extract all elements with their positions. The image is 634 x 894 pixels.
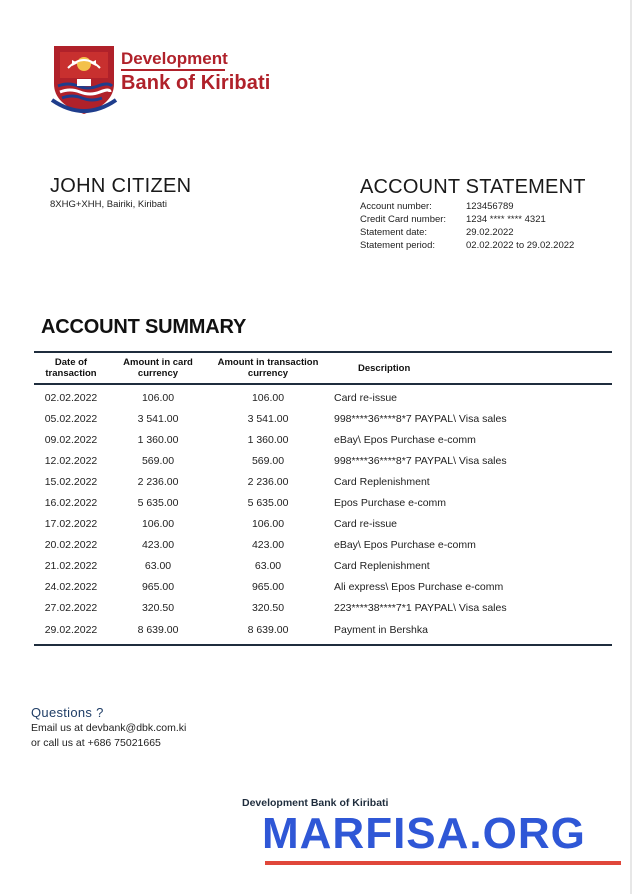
table-row <box>34 492 612 513</box>
cell-card-amount: 5 635.00 <box>137 497 179 510</box>
table-row <box>34 556 612 577</box>
cell-description: Payment in Bershka <box>334 623 428 636</box>
field-label: Credit Card number: <box>360 214 447 225</box>
table-row <box>34 450 612 471</box>
field-label: Statement date: <box>360 227 428 238</box>
table-row <box>34 408 612 429</box>
cell-transaction-amount: 423.00 <box>251 539 285 552</box>
cell-description: 223****38****7*1 PAYPAL\ Visa sales <box>334 602 507 615</box>
questions-heading: Questions ? <box>31 705 104 720</box>
watermark-underline <box>265 861 621 865</box>
cell-date: 12.02.2022 <box>44 454 98 467</box>
statement-field <box>360 239 574 252</box>
cell-transaction-amount: 5 635.00 <box>247 497 289 510</box>
table-row <box>34 598 612 619</box>
column-header-date: Date of transaction <box>45 357 97 379</box>
field-value: 29.02.2022 <box>466 227 514 238</box>
cell-card-amount: 106.00 <box>141 391 175 404</box>
bank-logo-emblem <box>50 42 118 118</box>
cell-date: 05.02.2022 <box>44 412 98 425</box>
cell-date: 17.02.2022 <box>44 518 98 531</box>
statement-field <box>360 226 574 239</box>
cell-description: Ali express\ Epos Purchase e-comm <box>334 581 504 594</box>
cell-transaction-amount: 569.00 <box>251 454 285 467</box>
cell-card-amount: 423.00 <box>141 539 175 552</box>
cell-description: Card re-issue <box>334 518 398 531</box>
statement-field <box>360 200 574 213</box>
cell-transaction-amount: 1 360.00 <box>247 433 289 446</box>
bank-name <box>121 50 270 93</box>
field-label: Statement period: <box>360 240 435 251</box>
cell-card-amount: 569.00 <box>141 454 175 467</box>
table-header <box>34 353 612 385</box>
table-body <box>34 385 612 644</box>
field-value: 02.02.2022 to 29.02.2022 <box>466 240 575 251</box>
cell-date: 29.02.2022 <box>44 623 98 636</box>
cell-card-amount: 965.00 <box>141 581 175 594</box>
cell-date: 21.02.2022 <box>44 560 98 573</box>
customer-name: JOHN CITIZEN <box>50 175 192 197</box>
transactions-table <box>34 351 612 646</box>
column-header-description: Description <box>358 362 411 374</box>
table-row <box>34 429 612 450</box>
cell-transaction-amount: 320.50 <box>251 602 285 615</box>
cell-transaction-amount: 106.00 <box>251 518 285 531</box>
cell-transaction-amount: 3 541.00 <box>247 412 289 425</box>
column-header-transaction-amount: Amount in transaction currency <box>217 357 319 379</box>
cell-description: Card re-issue <box>334 391 398 404</box>
cell-description: eBay\ Epos Purchase e-comm <box>334 433 476 446</box>
summary-title: ACCOUNT SUMMARY <box>41 316 247 338</box>
cell-date: 15.02.2022 <box>44 475 98 488</box>
statement-title: ACCOUNT STATEMENT <box>360 176 586 198</box>
cell-description: 998****36****8*7 PAYPAL\ Visa sales <box>334 412 507 425</box>
cell-card-amount: 63.00 <box>144 560 172 573</box>
field-value: 1234 **** **** 4321 <box>466 214 546 225</box>
cell-description: eBay\ Epos Purchase e-comm <box>334 539 476 552</box>
cell-transaction-amount: 63.00 <box>254 560 282 573</box>
cell-date: 27.02.2022 <box>44 602 98 615</box>
cell-date: 09.02.2022 <box>44 433 98 446</box>
cell-transaction-amount: 106.00 <box>251 391 285 404</box>
field-label: Account number: <box>360 201 432 212</box>
customer-address: 8XHG+XHH, Bairiki, Kiribati <box>50 199 167 210</box>
cell-date: 20.02.2022 <box>44 539 98 552</box>
statement-field <box>360 213 574 226</box>
cell-transaction-amount: 2 236.00 <box>247 475 289 488</box>
field-value: 123456789 <box>466 201 514 212</box>
cell-transaction-amount: 965.00 <box>251 581 285 594</box>
bank-name-line2: Bank of Kiribati <box>121 72 271 94</box>
watermark: MARFISA.ORG <box>262 809 586 858</box>
cell-card-amount: 8 639.00 <box>137 623 179 636</box>
cell-card-amount: 3 541.00 <box>137 412 179 425</box>
statement-info <box>360 200 574 252</box>
contact-phone: or call us at +686 75021665 <box>31 737 161 749</box>
table-row <box>34 471 612 492</box>
cell-description: Epos Purchase e-comm <box>334 497 447 510</box>
cell-date: 16.02.2022 <box>44 497 98 510</box>
cell-card-amount: 106.00 <box>141 518 175 531</box>
cell-description: 998****36****8*7 PAYPAL\ Visa sales <box>334 454 507 467</box>
table-row <box>34 535 612 556</box>
table-row <box>34 514 612 535</box>
table-row <box>34 387 612 408</box>
footer-bank-name: Development Bank of Kiribati <box>242 797 389 809</box>
cell-description: Card Replenishment <box>334 560 430 573</box>
cell-date: 24.02.2022 <box>44 581 98 594</box>
column-header-card-amount: Amount in card currency <box>123 357 193 379</box>
cell-description: Card Replenishment <box>334 475 430 488</box>
cell-card-amount: 320.50 <box>141 602 175 615</box>
cell-card-amount: 2 236.00 <box>137 475 179 488</box>
contact-email: Email us at devbank@dbk.com.ki <box>31 722 187 734</box>
table-row <box>34 577 612 598</box>
bank-name-line1: Development <box>121 50 225 71</box>
table-row <box>34 619 612 640</box>
cell-date: 02.02.2022 <box>44 391 98 404</box>
cell-card-amount: 1 360.00 <box>137 433 179 446</box>
cell-transaction-amount: 8 639.00 <box>247 623 289 636</box>
